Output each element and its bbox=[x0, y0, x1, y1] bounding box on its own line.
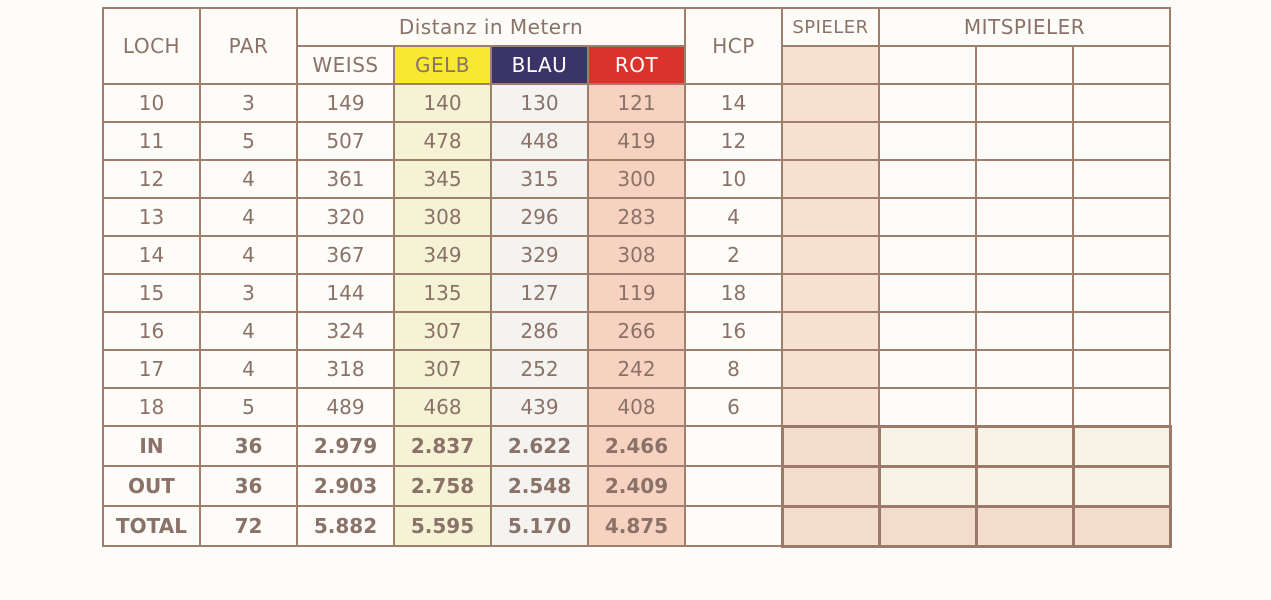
scorecard-table bbox=[102, 7, 1172, 548]
mitspieler-total-cell[interactable] bbox=[879, 426, 976, 466]
hole-row bbox=[103, 122, 1170, 160]
spieler-score-cell[interactable] bbox=[782, 122, 879, 160]
distance-gelb: 349 bbox=[394, 236, 491, 274]
spieler-total-cell[interactable] bbox=[782, 506, 879, 546]
hole-par: 4 bbox=[200, 312, 297, 350]
mitspieler-total-cell[interactable] bbox=[1073, 426, 1170, 466]
hole-par: 4 bbox=[200, 198, 297, 236]
distance-gelb: 135 bbox=[394, 274, 491, 312]
distance-gelb: 308 bbox=[394, 198, 491, 236]
total-label: OUT bbox=[103, 466, 200, 506]
mitspieler-score-cell[interactable] bbox=[1073, 236, 1170, 274]
hcp-header: HCP bbox=[685, 8, 782, 84]
hole-par: 4 bbox=[200, 236, 297, 274]
mitspieler-score-cell[interactable] bbox=[879, 388, 976, 426]
hole-hcp: 4 bbox=[685, 198, 782, 236]
hole-number: 10 bbox=[103, 84, 200, 122]
spieler-total-cell[interactable] bbox=[782, 466, 879, 506]
mitspieler-score-cell[interactable] bbox=[879, 46, 976, 84]
distance-rot: 419 bbox=[588, 122, 685, 160]
hole-row bbox=[103, 84, 1170, 122]
mitspieler-score-cell[interactable] bbox=[1073, 274, 1170, 312]
mitspieler-score-cell[interactable] bbox=[1073, 350, 1170, 388]
spieler-score-cell[interactable] bbox=[782, 84, 879, 122]
total-row bbox=[103, 506, 1170, 546]
mitspieler-score-cell[interactable] bbox=[879, 274, 976, 312]
hole-par: 5 bbox=[200, 122, 297, 160]
distance-gelb: 140 bbox=[394, 84, 491, 122]
total-gelb: 2.837 bbox=[394, 426, 491, 466]
mitspieler-score-cell[interactable] bbox=[976, 312, 1073, 350]
total-gelb: 5.595 bbox=[394, 506, 491, 546]
hole-row bbox=[103, 350, 1170, 388]
tee-weiss-header: WEISS bbox=[297, 46, 394, 84]
distance-weiss: 367 bbox=[297, 236, 394, 274]
hole-number: 18 bbox=[103, 388, 200, 426]
distance-weiss: 361 bbox=[297, 160, 394, 198]
total-par: 72 bbox=[200, 506, 297, 546]
distance-gelb: 345 bbox=[394, 160, 491, 198]
hole-par: 4 bbox=[200, 350, 297, 388]
spieler-header: SPIELER bbox=[782, 8, 879, 46]
hole-number: 13 bbox=[103, 198, 200, 236]
hole-row bbox=[103, 198, 1170, 236]
distance-blau: 127 bbox=[491, 274, 588, 312]
mitspieler-total-cell[interactable] bbox=[879, 506, 976, 546]
spieler-score-cell[interactable] bbox=[782, 46, 879, 84]
hole-number: 12 bbox=[103, 160, 200, 198]
mitspieler-score-cell[interactable] bbox=[879, 236, 976, 274]
mitspieler-score-cell[interactable] bbox=[879, 84, 976, 122]
hole-row bbox=[103, 274, 1170, 312]
loch-header: LOCH bbox=[103, 8, 200, 84]
hole-hcp: 18 bbox=[685, 274, 782, 312]
mitspieler-score-cell[interactable] bbox=[1073, 122, 1170, 160]
spieler-score-cell[interactable] bbox=[782, 198, 879, 236]
mitspieler-score-cell[interactable] bbox=[879, 160, 976, 198]
distance-weiss: 324 bbox=[297, 312, 394, 350]
mitspieler-score-cell[interactable] bbox=[879, 350, 976, 388]
mitspieler-total-cell[interactable] bbox=[1073, 466, 1170, 506]
mitspieler-score-cell[interactable] bbox=[976, 350, 1073, 388]
hole-hcp: 8 bbox=[685, 350, 782, 388]
hole-number: 16 bbox=[103, 312, 200, 350]
distance-weiss: 318 bbox=[297, 350, 394, 388]
mitspieler-score-cell[interactable] bbox=[879, 312, 976, 350]
mitspieler-score-cell[interactable] bbox=[976, 388, 1073, 426]
distance-rot: 308 bbox=[588, 236, 685, 274]
par-header: PAR bbox=[200, 8, 297, 84]
total-hcp bbox=[685, 506, 782, 546]
mitspieler-score-cell[interactable] bbox=[879, 198, 976, 236]
total-blau: 2.622 bbox=[491, 426, 588, 466]
mitspieler-score-cell[interactable] bbox=[976, 84, 1073, 122]
distance-weiss: 149 bbox=[297, 84, 394, 122]
distance-blau: 252 bbox=[491, 350, 588, 388]
tee-blau-header: BLAU bbox=[491, 46, 588, 84]
distance-blau: 315 bbox=[491, 160, 588, 198]
total-row bbox=[103, 466, 1170, 506]
distance-rot: 121 bbox=[588, 84, 685, 122]
hole-row bbox=[103, 388, 1170, 426]
total-blau: 5.170 bbox=[491, 506, 588, 546]
total-rot: 4.875 bbox=[588, 506, 685, 546]
mitspieler-total-cell[interactable] bbox=[1073, 506, 1170, 546]
mitspieler-score-cell[interactable] bbox=[1073, 198, 1170, 236]
distance-weiss: 489 bbox=[297, 388, 394, 426]
distance-rot: 408 bbox=[588, 388, 685, 426]
distance-blau: 130 bbox=[491, 84, 588, 122]
total-hcp bbox=[685, 426, 782, 466]
spieler-score-cell[interactable] bbox=[782, 236, 879, 274]
hole-hcp: 14 bbox=[685, 84, 782, 122]
distance-rot: 283 bbox=[588, 198, 685, 236]
distance-blau: 448 bbox=[491, 122, 588, 160]
distance-rot: 119 bbox=[588, 274, 685, 312]
tee-gelb-header: GELB bbox=[394, 46, 491, 84]
hole-hcp: 10 bbox=[685, 160, 782, 198]
mitspieler-total-cell[interactable] bbox=[976, 466, 1073, 506]
hole-number: 15 bbox=[103, 274, 200, 312]
hole-number: 11 bbox=[103, 122, 200, 160]
mitspieler-score-cell[interactable] bbox=[976, 122, 1073, 160]
hole-hcp: 12 bbox=[685, 122, 782, 160]
hole-par: 3 bbox=[200, 274, 297, 312]
total-rot: 2.466 bbox=[588, 426, 685, 466]
spieler-total-cell[interactable] bbox=[782, 426, 879, 466]
distance-blau: 296 bbox=[491, 198, 588, 236]
distance-weiss: 507 bbox=[297, 122, 394, 160]
spieler-score-cell[interactable] bbox=[782, 350, 879, 388]
distance-blau: 329 bbox=[491, 236, 588, 274]
distance-header: Distanz in Metern bbox=[297, 8, 685, 46]
total-gelb: 2.758 bbox=[394, 466, 491, 506]
mitspieler-score-cell[interactable] bbox=[976, 198, 1073, 236]
hole-number: 14 bbox=[103, 236, 200, 274]
mitspieler-header: MITSPIELER bbox=[879, 8, 1170, 46]
mitspieler-total-cell[interactable] bbox=[879, 466, 976, 506]
hole-par: 5 bbox=[200, 388, 297, 426]
total-par: 36 bbox=[200, 426, 297, 466]
total-rot: 2.409 bbox=[588, 466, 685, 506]
hole-row bbox=[103, 236, 1170, 274]
distance-gelb: 307 bbox=[394, 350, 491, 388]
hole-row bbox=[103, 160, 1170, 198]
distance-weiss: 320 bbox=[297, 198, 394, 236]
mitspieler-total-cell[interactable] bbox=[976, 426, 1073, 466]
total-label: TOTAL bbox=[103, 506, 200, 546]
spieler-score-cell[interactable] bbox=[782, 388, 879, 426]
hole-par: 4 bbox=[200, 160, 297, 198]
total-par: 36 bbox=[200, 466, 297, 506]
distance-rot: 266 bbox=[588, 312, 685, 350]
hole-row bbox=[103, 312, 1170, 350]
total-hcp bbox=[685, 466, 782, 506]
mitspieler-score-cell[interactable] bbox=[1073, 84, 1170, 122]
total-weiss: 5.882 bbox=[297, 506, 394, 546]
hole-hcp: 2 bbox=[685, 236, 782, 274]
hole-hcp: 6 bbox=[685, 388, 782, 426]
mitspieler-score-cell[interactable] bbox=[1073, 388, 1170, 426]
mitspieler-total-cell[interactable] bbox=[976, 506, 1073, 546]
tee-rot-header: ROT bbox=[588, 46, 685, 84]
distance-gelb: 468 bbox=[394, 388, 491, 426]
mitspieler-score-cell[interactable] bbox=[1073, 312, 1170, 350]
distance-rot: 242 bbox=[588, 350, 685, 388]
distance-gelb: 307 bbox=[394, 312, 491, 350]
hole-par: 3 bbox=[200, 84, 297, 122]
total-label: IN bbox=[103, 426, 200, 466]
mitspieler-score-cell[interactable] bbox=[976, 160, 1073, 198]
mitspieler-score-cell[interactable] bbox=[976, 236, 1073, 274]
mitspieler-score-cell[interactable] bbox=[1073, 46, 1170, 84]
spieler-score-cell[interactable] bbox=[782, 274, 879, 312]
distance-weiss: 144 bbox=[297, 274, 394, 312]
total-row bbox=[103, 426, 1170, 466]
distance-blau: 286 bbox=[491, 312, 588, 350]
mitspieler-score-cell[interactable] bbox=[1073, 160, 1170, 198]
spieler-score-cell[interactable] bbox=[782, 160, 879, 198]
header-row-1 bbox=[103, 8, 1170, 46]
distance-rot: 300 bbox=[588, 160, 685, 198]
total-weiss: 2.903 bbox=[297, 466, 394, 506]
mitspieler-score-cell[interactable] bbox=[976, 274, 1073, 312]
spieler-score-cell[interactable] bbox=[782, 312, 879, 350]
hole-hcp: 16 bbox=[685, 312, 782, 350]
hole-number: 17 bbox=[103, 350, 200, 388]
distance-gelb: 478 bbox=[394, 122, 491, 160]
total-blau: 2.548 bbox=[491, 466, 588, 506]
mitspieler-score-cell[interactable] bbox=[879, 122, 976, 160]
mitspieler-score-cell[interactable] bbox=[976, 46, 1073, 84]
total-weiss: 2.979 bbox=[297, 426, 394, 466]
distance-blau: 439 bbox=[491, 388, 588, 426]
